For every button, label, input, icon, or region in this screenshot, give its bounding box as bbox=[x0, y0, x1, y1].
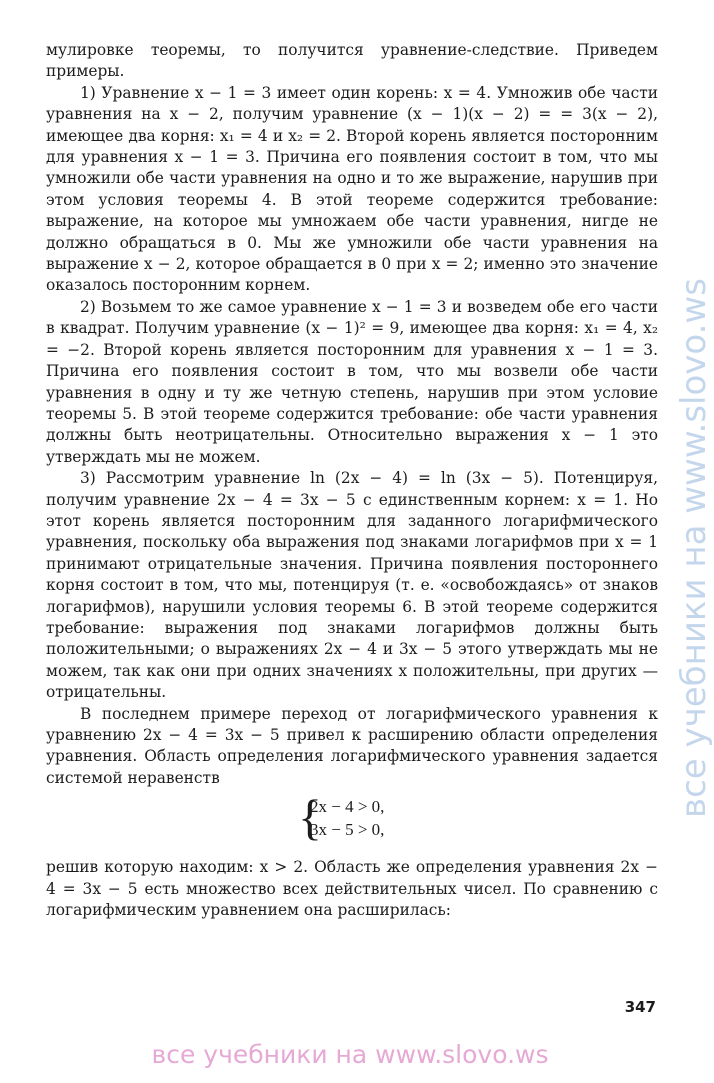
page-number: 347 bbox=[624, 998, 656, 1016]
system-brace: { bbox=[298, 789, 322, 846]
paragraph-example-3: 3) Рассмотрим уравнение ln (2x − 4) = ln (3x − 5). Потенцируя, получим уравнение 2x − 4 = 3x − 5 с единственным корнем: x = 1. Но этот корень является посторонним для заданного логарифмического уравнения, поскольку оба выражения под знаками логарифмов при x = 1 принимают отрицательные значения. Причина появления постороннего корня состоит в том, что мы, потенцируя (т. е. «освобождаясь» от знаков логарифмов), нарушили условия теоремы 6. В этой теореме содержится требование: выражения под знаками логарифмов должны быть положительными; о выражениях 2x − 4 и 3x − 5 этого утверждать мы не можем, так как они при одних значениях x положительны, при других — отрицательны. bbox=[46, 469, 658, 702]
system-line-1: 2x − 4 > 0, bbox=[310, 797, 385, 817]
paragraph-intro: мулировке теоремы, то получится уравнение-следствие. Приведем примеры. bbox=[46, 41, 658, 81]
system-line-2: 3x − 5 > 0, bbox=[310, 820, 385, 840]
paragraph-domain: В последнем примере переход от логарифмического уравнения к уравнению 2x − 4 = 3x − 5 привел к расширению области определения уравнения. Область определения логарифмического уравнения задается системой неравенств bbox=[46, 704, 658, 787]
paragraph-example-1: 1) Уравнение x − 1 = 3 имеет один корень: x = 4. Умножив обе части уравнения на x − 2, получим уравнение (x − 1)(x − 2) = = 3(x − 2), имеющее два корня: x₁ = 4 и x₂ = 2. Второй корень является посторонним для уравнения x − 1 = 3. Причина его появления состоит в том, что мы умножили обе части уравнения на одно и то же выражение, нарушив при этом условия теоремы 4. В этой теореме содержится требование: выражение, на которое мы умножаем обе части уравнения, нигде не должно обращаться в 0. Мы же умножили обе части уравнения на выражение x − 2, которое обращается в 0 при x = 2; именно это значение оказалось посторонним корнем. bbox=[46, 83, 658, 295]
watermark-bottom: все учебники на www.slovo.ws bbox=[151, 1040, 549, 1069]
inequality-system bbox=[298, 789, 658, 846]
paragraph-example-2: 2) Возьмем то же самое уравнение x − 1 = 3 и возведем обе его части в квадрат. Получим уравнение (x − 1)² = 9, имеющее два корня: x₁ = 4, x₂ = −2. Второй корень является посторонним для уравнения x − 1 = 3. Причина его появления состоит в том, что мы возвели обе части уравнения в одну и ту же четную степень, нарушив при этом условие теоремы 5. В этой теореме содержится требование: обе части уравнения должны быть неотрицательны. Относительно выражения x − 1 это утверждать мы не можем. bbox=[46, 297, 658, 466]
page-body bbox=[46, 40, 658, 921]
watermark-vertical: все учебники на www.slovo.ws bbox=[674, 278, 714, 818]
paragraph-closing: решив которую находим: x > 2. Область же определения уравнения 2x − 4 = 3x − 5 есть множество всех действительных чисел. По сравнению с логарифмическим уравнением она расширилась: bbox=[46, 858, 658, 920]
